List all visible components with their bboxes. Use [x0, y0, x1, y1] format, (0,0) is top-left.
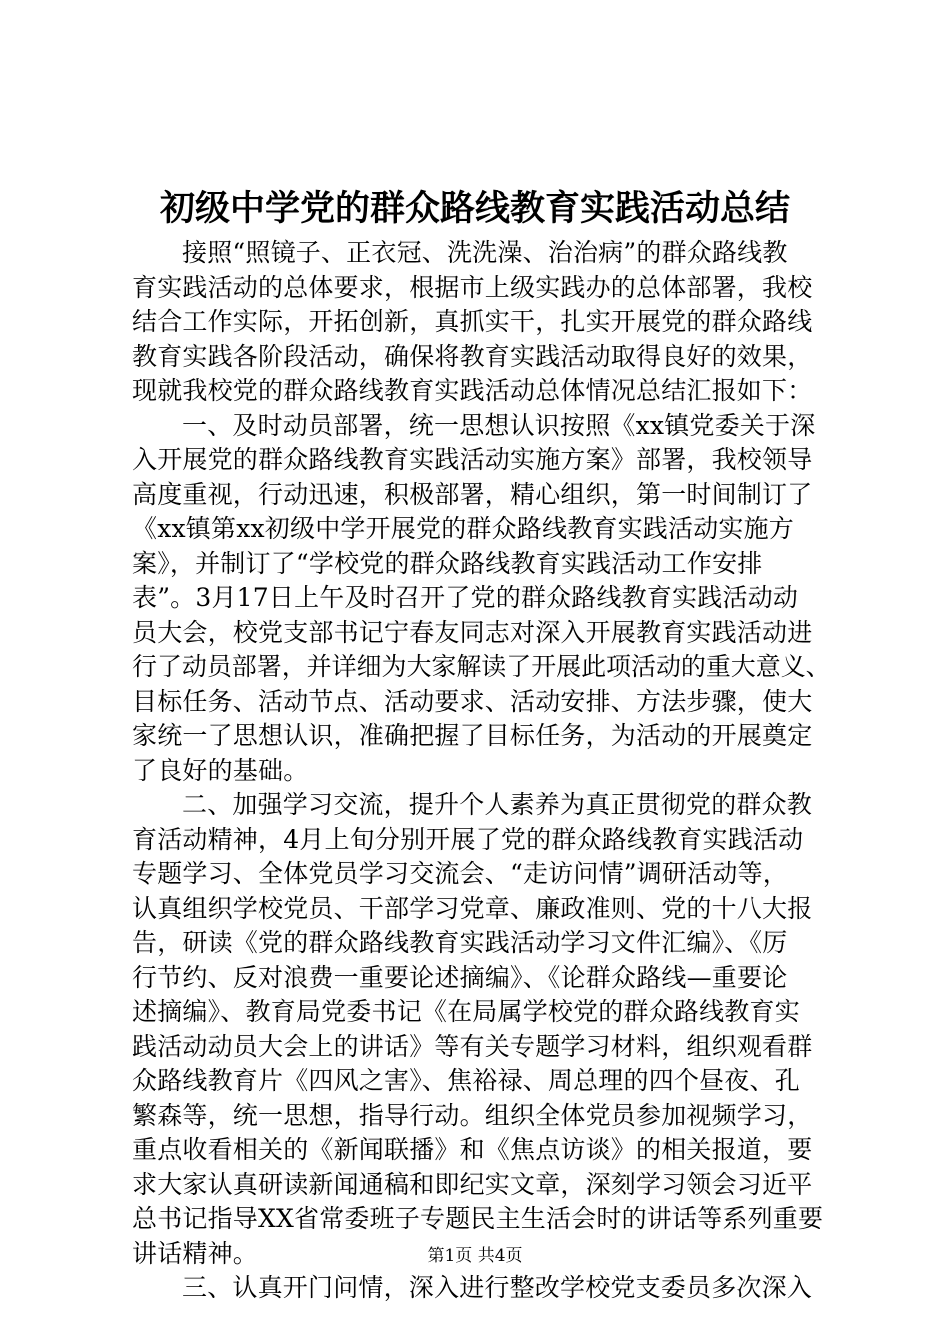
page-footer: 第1页 共4页 — [427, 1246, 523, 1266]
paragraph-line: 教育实践各阶段活动，确保将教育实践活动取得良好的效果， — [132, 341, 813, 371]
paragraph-line: 接照“照镜子、正衣冠、洗洗澡、治治病”的群众路线教 — [182, 238, 788, 267]
paragraph-line: 育活动精神，4月上旬分别开展了党的群众路线教育实践活动 — [132, 824, 804, 854]
paragraph-line: 《xx镇第xx初级中学开展党的群众路线教育实践活动实施方 — [132, 514, 794, 543]
paragraph-line: 践活动动员大会上的讲话》等有关专题学习材料，组织观看群 — [132, 1031, 813, 1061]
paragraph-line: 家统一了思想认识，准确把握了目标任务，为活动的开展奠定 — [132, 721, 813, 750]
paragraph-line: 三、认真开门问情，深入进行整改学校党支委员多次深入 — [182, 1273, 813, 1302]
paragraph-line: 述摘编》、教育局党委书记《在局属学校党的群众路线教育实 — [132, 997, 800, 1026]
document-body — [132, 236, 832, 1306]
paragraph-line: 结合工作实际，开拓创新，真抓实干，扎实开展党的群众路线 — [132, 307, 813, 336]
paragraph-line: 认真组织学校党员、干部学习党章、廉政准则、党的十八大报 — [132, 893, 813, 923]
paragraph-line: 总书记指导XX省常委班子专题民主生活会时的讲话等系列重要 — [132, 1204, 824, 1233]
paragraph-line: 行节约、反对浪费一重要论述摘编》、《论群众路线—重要论 — [132, 962, 788, 992]
paragraph-line: 现就我校党的群众路线教育实践活动总体情况总结汇报如下： — [132, 376, 813, 405]
paragraph-line: 案》，并制订了“学校党的群众路线教育实践活动工作安排 — [132, 548, 763, 578]
paragraph-line: 了良好的基础。 — [132, 755, 309, 785]
document-title: 初级中学党的群众路线教育实践活动总结 — [159, 188, 790, 229]
paragraph-line: 繁森等，统一思想，指导行动。组织全体党员参加视频学习， — [132, 1100, 813, 1130]
paragraph-line: 行了动员部署，并详细为大家解读了开展此项活动的重大意义、 — [132, 652, 831, 681]
paragraph-line: 重点收看相关的《新闻联播》和《焦点访谈》的相关报道，要 — [132, 1135, 813, 1164]
paragraph-line: 专题学习、全体党员学习交流会、“走访问情”调研活动等， — [132, 859, 788, 888]
paragraph-line: 一、及时动员部署，统一思想认识按照《xx镇党委关于深 — [182, 410, 816, 440]
paragraph-line: 众路线教育片《四风之害》、焦裕禄、周总理的四个昼夜、孔 — [132, 1066, 800, 1095]
paragraph-line: 二、加强学习交流，提升个人素养为真正贯彻党的群众教 — [182, 790, 813, 819]
paragraph-line: 告，研读《党的群众路线教育实践活动学习文件汇编》、《厉 — [132, 928, 788, 957]
paragraph-line: 入开展党的群众路线教育实践活动实施方案》部署，我校领导 — [132, 445, 813, 474]
paragraph-line: 高度重视，行动迅速，积极部署，精心组织，第一时间制订了 — [132, 479, 813, 509]
paragraph-line: 表”。3月17日上午及时召开了党的群众路线教育实践活动动 — [132, 583, 799, 612]
paragraph-line: 员大会，校党支部书记宁春友同志对深入开展教育实践活动进 — [132, 617, 813, 647]
paragraph-line: 育实践活动的总体要求，根据市上级实践办的总体部署，我校 — [132, 272, 813, 302]
paragraph-line: 目标任务、活动节点、活动要求、活动安排、方法步骤，使大 — [132, 686, 813, 716]
paragraph-line: 讲话精神。 — [132, 1238, 259, 1268]
paragraph-line: 求大家认真研读新闻通稿和即纪实文章，深刻学习领会习近平 — [132, 1169, 813, 1199]
